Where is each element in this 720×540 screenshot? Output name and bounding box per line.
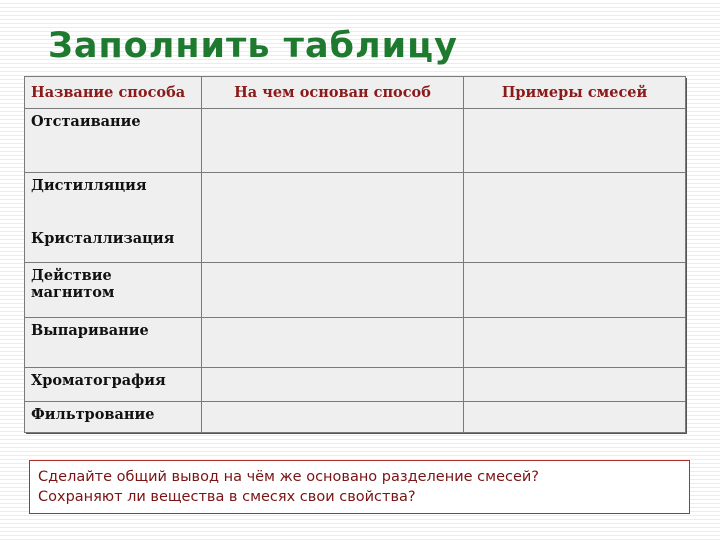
column-header-basis: На чем основан способ (202, 77, 464, 109)
method-cell: Выпаривание (25, 318, 202, 368)
method-label: Кристаллизация (31, 230, 175, 247)
method-cell: Отстаивание (25, 109, 202, 173)
method-cell (25, 173, 202, 263)
examples-cell[interactable] (464, 402, 686, 433)
question-line: Сделайте общий вывод на чём же основано разделение смесей? (38, 469, 540, 485)
table-row (25, 402, 686, 433)
column-header-examples: Примеры смесей (464, 77, 686, 109)
basis-cell[interactable] (202, 263, 464, 318)
basis-cell[interactable] (202, 402, 464, 433)
method-cell: Фильтрование (25, 402, 202, 433)
table-row (25, 109, 686, 173)
examples-cell[interactable] (464, 263, 686, 318)
column-header-method: Название способа (25, 77, 202, 109)
page-title: Заполнить таблицу (48, 26, 458, 66)
basis-cell[interactable] (202, 173, 464, 263)
method-cell: Хроматография (25, 368, 202, 402)
table-header-row (25, 77, 686, 109)
examples-cell[interactable] (464, 109, 686, 173)
method-cell: Действие магнитом (25, 263, 202, 318)
conclusion-question-box (29, 460, 690, 514)
table-row (25, 368, 686, 402)
table-row (25, 173, 686, 263)
methods-table (24, 76, 685, 432)
basis-cell[interactable] (202, 109, 464, 173)
examples-cell[interactable] (464, 368, 686, 402)
table-row (25, 263, 686, 318)
basis-cell[interactable] (202, 318, 464, 368)
examples-cell[interactable] (464, 173, 686, 263)
table-row (25, 318, 686, 368)
question-line: Сохраняют ли вещества в смесях свои свойства? (38, 489, 416, 505)
basis-cell[interactable] (202, 368, 464, 402)
examples-cell[interactable] (464, 318, 686, 368)
spacer (31, 194, 195, 230)
method-label: Дистилляция (31, 177, 147, 194)
